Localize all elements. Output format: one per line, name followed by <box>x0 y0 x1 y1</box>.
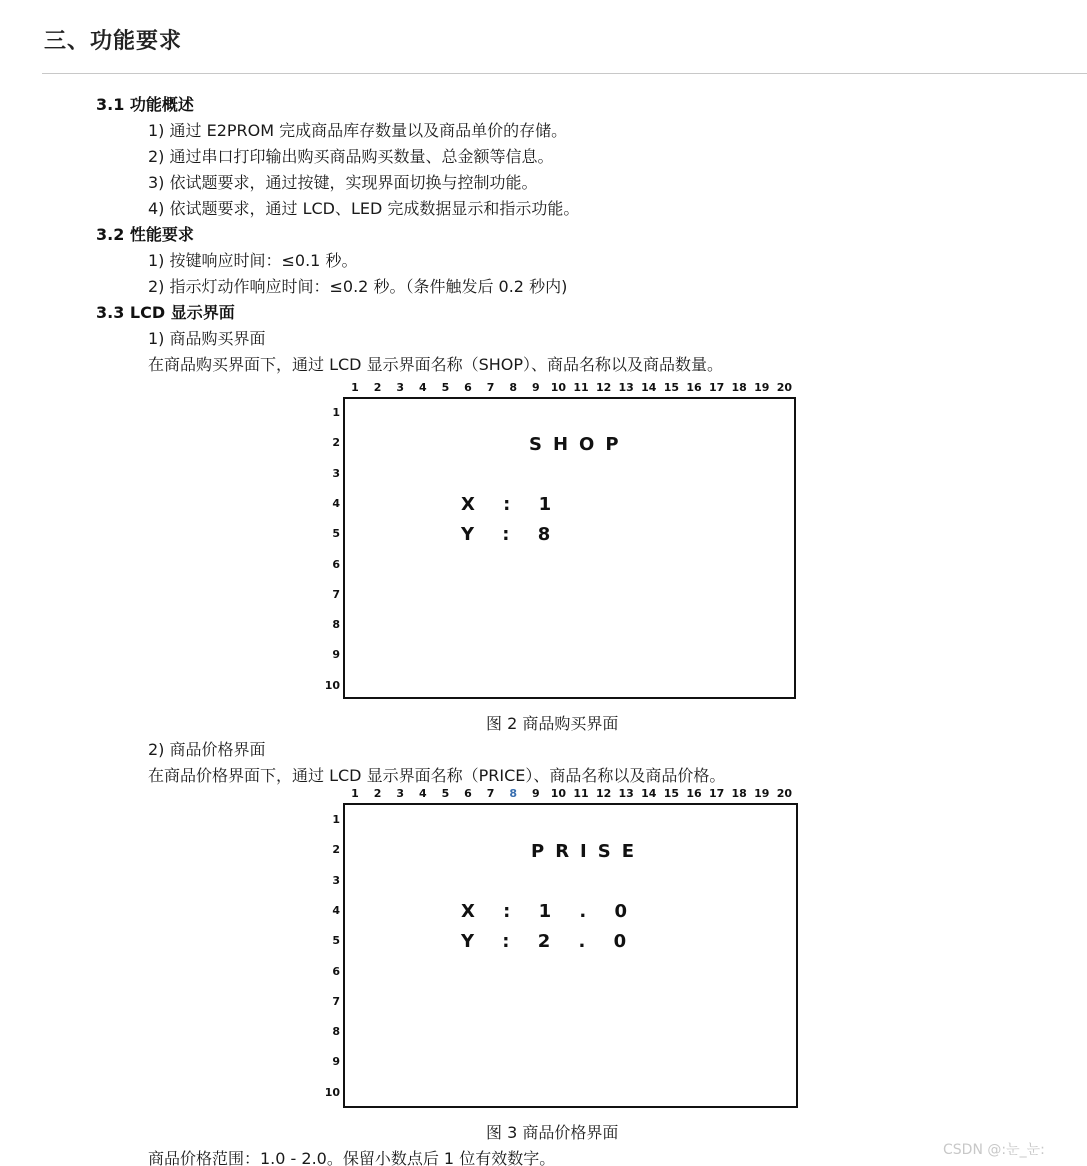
section-heading: 三、功能要求 <box>44 29 183 54</box>
lcd-row-number: 1 <box>332 406 340 419</box>
lcd-row-number: 2 <box>332 843 340 857</box>
lcd-row-number: 10 <box>324 678 340 692</box>
figure-caption: 图 2 商品购买界面 <box>486 714 619 733</box>
lcd-column-number: 18 <box>731 787 747 800</box>
section-3-2-title: 3.2 性能要求 <box>96 225 194 244</box>
lcd-title-text: SHOP <box>529 434 630 455</box>
lcd-column-number: 2 <box>373 381 382 394</box>
lcd-column-number: 11 <box>573 381 589 394</box>
list-item: 2) 通过串口打印输出购买商品购买数量、总金额等信息。 <box>148 147 554 166</box>
lcd-column-number: 12 <box>595 787 612 800</box>
lcd-row-number: 2 <box>332 436 340 450</box>
lcd-column-number: 20 <box>776 381 793 394</box>
lcd-column-number: 8 <box>509 787 518 800</box>
lcd-column-number: 6 <box>464 381 472 394</box>
list-item: 2) 指示灯动作响应时间：≤0.2 秒。（条件触发后 0.2 秒内) <box>148 277 568 296</box>
lcd-row-number: 5 <box>332 527 340 541</box>
screen-description: 在商品购买界面下，通过 LCD 显示界面名称（SHOP）、商品名称以及商品数量。 <box>148 355 724 374</box>
lcd-column-number: 4 <box>418 787 427 800</box>
lcd-column-number: 2 <box>373 787 382 800</box>
lcd-column-number: 18 <box>731 381 747 394</box>
lcd-column-number: 4 <box>418 381 427 394</box>
lcd-line-x: X : 1 . 0 <box>461 901 639 922</box>
lcd-column-number: 5 <box>441 787 450 800</box>
lcd-column-number: 14 <box>641 787 657 800</box>
screen-subtitle: 2) 商品价格界面 <box>148 740 266 759</box>
lcd-row-number: 5 <box>332 934 340 948</box>
lcd-title-text: PRISE <box>531 841 646 862</box>
section-3-3-title: 3.3 LCD 显示界面 <box>96 303 235 322</box>
lcd-column-number: 19 <box>754 381 770 394</box>
lcd-column-number: 1 <box>351 787 359 800</box>
lcd-row-number: 9 <box>332 1055 340 1069</box>
lcd-column-number: 19 <box>754 787 770 800</box>
screen-description: 在商品价格界面下，通过 LCD 显示界面名称（PRICE）、商品名称以及商品价格。 <box>148 766 726 785</box>
lcd-line-y: Y : 8 <box>461 524 562 545</box>
lcd-column-number: 17 <box>708 787 725 800</box>
lcd-row-number: 3 <box>332 466 340 480</box>
lcd-column-number: 3 <box>396 787 405 800</box>
lcd-column-number: 6 <box>464 787 472 800</box>
lcd-row-number: 10 <box>324 1085 340 1099</box>
lcd-column-number: 13 <box>618 787 634 800</box>
lcd-column-number: 15 <box>663 381 680 394</box>
list-item: 1) 按键响应时间：≤0.1 秒。 <box>148 251 358 270</box>
lcd-row-number: 1 <box>332 813 340 826</box>
lcd-row-number: 7 <box>332 994 340 1008</box>
screen-subtitle: 1) 商品购买界面 <box>148 329 266 348</box>
lcd-column-number: 1 <box>351 381 359 394</box>
lcd-row-number: 8 <box>332 1025 340 1039</box>
lcd-column-number: 5 <box>441 381 450 394</box>
lcd-column-number: 7 <box>486 381 495 394</box>
lcd-row-number: 9 <box>332 648 340 662</box>
lcd-column-number: 11 <box>573 787 589 800</box>
lcd-column-number: 7 <box>486 787 495 800</box>
lcd-row-number: 4 <box>332 496 340 510</box>
lcd-column-number: 10 <box>550 381 567 394</box>
lcd-row-number: 6 <box>332 557 340 571</box>
list-item: 1) 通过 E2PROM 完成商品库存数量以及商品单价的存储。 <box>148 121 568 140</box>
lcd-column-number: 3 <box>396 381 405 394</box>
lcd-row-number: 4 <box>332 903 340 917</box>
lcd-line-x: X : 1 <box>461 494 563 515</box>
lcd-column-numbers <box>0 787 1087 799</box>
heading-divider <box>42 73 1087 74</box>
lcd-column-number: 12 <box>595 381 612 394</box>
lcd-column-number: 17 <box>708 381 725 394</box>
lcd-column-number: 9 <box>531 381 540 394</box>
lcd-line-y: Y : 2 . 0 <box>461 931 638 952</box>
lcd-column-number: 16 <box>686 381 702 394</box>
lcd-column-number: 9 <box>531 787 540 800</box>
price-range-note: 商品价格范围：1.0 - 2.0。保留小数点后 1 位有效数字。 <box>148 1149 556 1166</box>
lcd-column-number: 13 <box>618 381 634 394</box>
list-item: 3) 依试题要求，通过按键，实现界面切换与控制功能。 <box>148 173 538 192</box>
list-item: 4) 依试题要求，通过 LCD、LED 完成数据显示和指示功能。 <box>148 199 580 218</box>
figure-caption: 图 3 商品价格界面 <box>486 1123 619 1142</box>
lcd-column-number: 16 <box>686 787 702 800</box>
lcd-column-number: 20 <box>776 787 793 800</box>
lcd-column-number: 15 <box>663 787 680 800</box>
lcd-column-numbers <box>0 381 1087 393</box>
lcd-row-number: 6 <box>332 964 340 978</box>
lcd-column-number: 8 <box>509 381 518 394</box>
lcd-column-number: 14 <box>641 381 657 394</box>
lcd-row-number: 8 <box>332 618 340 632</box>
lcd-column-number: 10 <box>550 787 567 800</box>
section-3-1-title: 3.1 功能概述 <box>96 95 194 114</box>
csdn-watermark: CSDN @:눈_눈: <box>943 1142 1045 1158</box>
lcd-row-number: 3 <box>332 873 340 887</box>
lcd-row-number: 7 <box>332 587 340 601</box>
